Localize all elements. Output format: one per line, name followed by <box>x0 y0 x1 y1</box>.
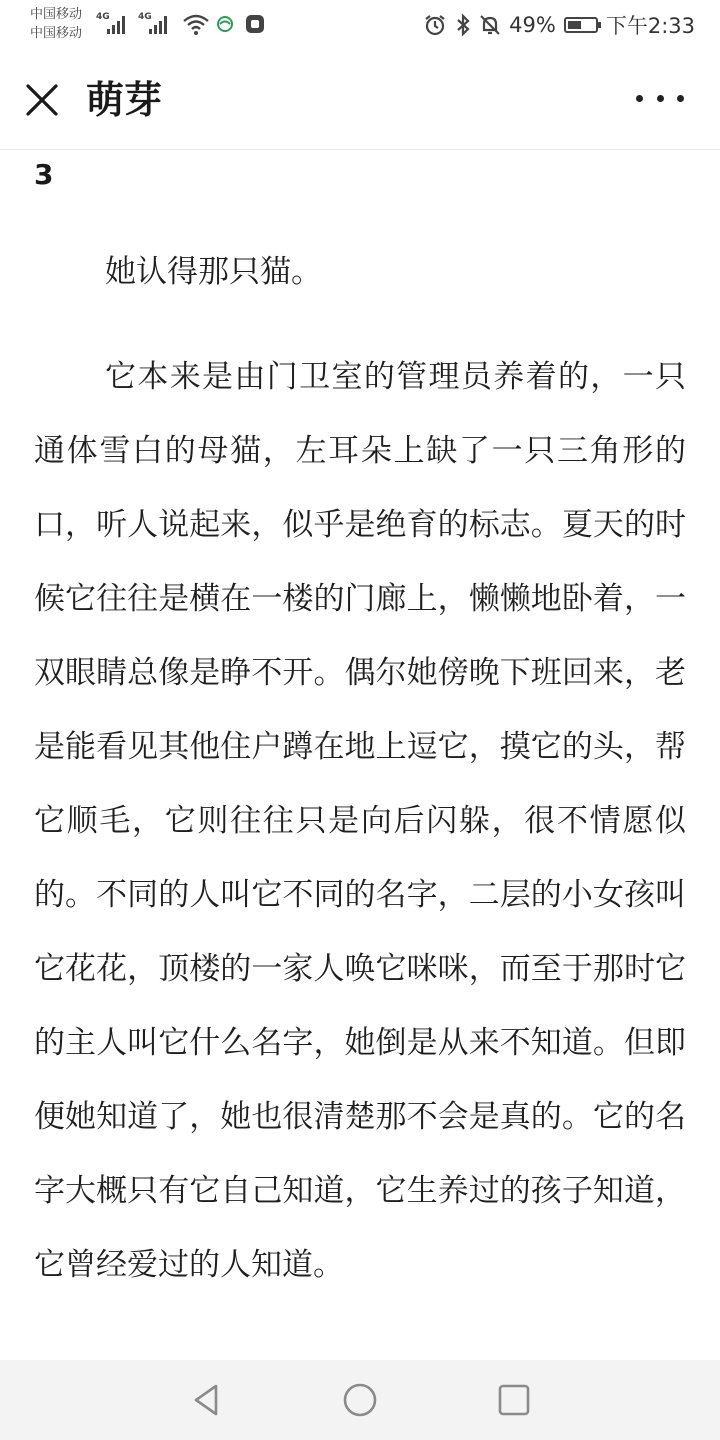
close-icon[interactable] <box>22 80 62 120</box>
carrier-2: 中国移动 <box>30 26 83 41</box>
network-type-1: 4G <box>96 12 110 22</box>
battery-percent: 49% <box>509 13 556 37</box>
app-header <box>0 50 720 150</box>
clock: 下午2:33 <box>605 14 695 38</box>
more-dot <box>677 95 684 102</box>
bluetooth-icon <box>455 13 471 37</box>
paragraph: 她认得那只猫。 <box>105 254 322 290</box>
back-icon[interactable] <box>186 1380 226 1420</box>
mute-icon <box>479 13 501 37</box>
navigation-bar <box>0 1360 720 1440</box>
battery-icon <box>564 17 598 33</box>
status-bar <box>0 0 720 50</box>
carrier-1: 中国移动 <box>30 7 83 22</box>
chapter-number: 3 <box>34 158 54 191</box>
status-right <box>423 10 695 40</box>
header-divider <box>0 149 720 150</box>
more-dot <box>636 95 643 102</box>
more-dot <box>657 95 664 102</box>
paragraph: 它本来是由门卫室的管理员养着的，一只通体雪白的母猫，左耳朵上缺了一只三角形的口，听人说起来，似乎是绝育的标志。夏天的时候它往往是横在一楼的门廊上，懒懒地卧着，一双眼睛总像是睁不开。偶尔她傍晚下班回来，老是能看见其他住户蹲在地上逗它，摸它的头，帮它顺毛，它则往往只是向后闪躲，很不情愿似的。不同的人叫它不同的名字，二层的小女孩叫它花花，顶楼的一家人唤它咪咪，而至于那时它的主人叫它什么名字，她倒是从来不知道。但即便她知道了，她也很清楚那不会是真的。它的名字大概只有它自己知道，它生养过的孩子知道，它曾经爱过的人知道。 <box>34 359 686 1283</box>
page-title: 萌芽 <box>86 78 163 122</box>
recents-icon[interactable] <box>494 1380 534 1420</box>
more-options-button[interactable] <box>636 84 684 112</box>
carrier-labels <box>30 5 82 43</box>
alarm-icon <box>423 13 447 37</box>
wifi-icon <box>182 12 210 36</box>
network-type-2: 4G <box>138 12 152 22</box>
home-icon[interactable] <box>340 1380 380 1420</box>
app-notification-icon <box>244 13 266 35</box>
china-mobile-icon <box>216 15 234 33</box>
